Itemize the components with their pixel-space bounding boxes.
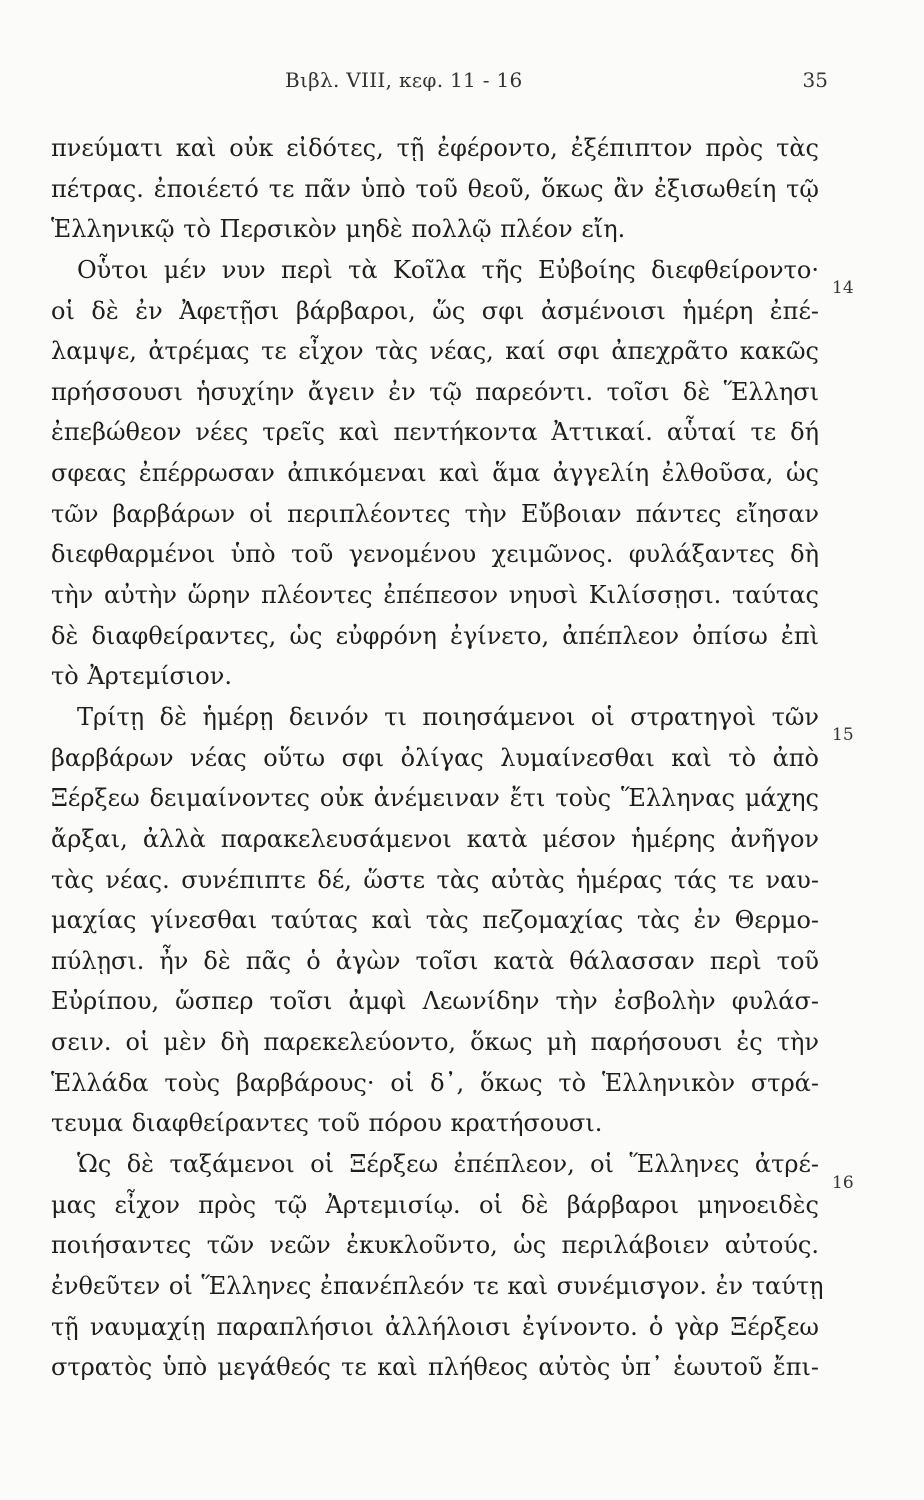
text-line: τῶν βαρβάρων οἱ περιπλέοντες τὴν Εὔβοιαν πάντες εἴησαν xyxy=(51,499,819,528)
text-line: Εὐρίπου, ὥσπερ τοῖσι ἀμφὶ Λεωνίδην τὴν ἐσβολὴν φυλάσ- xyxy=(51,987,819,1016)
text-line: ἄρξαι, ἀλλὰ παρακελευσάμενοι κατὰ μέσον ἡμέρης ἀνῆγον xyxy=(51,824,819,853)
text-line: τὰς νέας. συνέπιπτε δέ, ὥστε τὰς αὐτὰς ἡμέρας τάς τε ναυ- xyxy=(51,865,819,894)
greek-text-block xyxy=(51,128,824,1388)
text-line: πρήσσουσι ἡσυχίην ἄγειν ἐν τῷ παρεόντι. τοῖσι δὲ Ἕλλησι xyxy=(51,377,819,406)
text-line: Ξέρξεω δειμαίνοντες οὐκ ἀνέμειναν ἔτι τοὺς Ἕλληνας μάχης xyxy=(51,784,819,813)
text-line: ἐνθεῦτεν οἱ Ἕλληνες ἐπανέπλεόν τε καὶ συνέμισγον. ἐν ταύτῃ xyxy=(51,1271,824,1300)
running-title: Βιβλ. VIII, κεφ. 11 - 16 xyxy=(285,68,523,92)
text-line: διεφθαρμένοι ὑπὸ τοῦ γενομένου χειμῶνος. φυλάξαντες δὴ xyxy=(51,540,819,569)
text-line: τὴν αὐτὴν ὥρην πλέοντες ἐπέπεσον νηυσὶ Κιλίσσῃσι. ταύτας xyxy=(51,581,819,610)
text-line: τευμα διαφθείραντες τοῦ πόρου κρατήσουσι. xyxy=(51,1109,603,1138)
text-line: τῇ ναυμαχίῃ παραπλήσιοι ἀλλήλοισι ἐγίνοντο. ὁ γὰρ Ξέρξεω xyxy=(51,1312,819,1341)
text-line: ἐπεβώθεον νέες τρεῖς καὶ πεντήκοντα Ἀττικαί. αὗταί τε δή xyxy=(51,418,819,447)
text-line: ποιήσαντες τῶν νεῶν ἐκυκλοῦντο, ὡς περιλάβοιεν αὐτούς. xyxy=(51,1231,819,1260)
text-line: σειν. οἱ μὲν δὴ παρεκελεύοντο, ὅκως μὴ παρήσουσι ἐς τὴν xyxy=(51,1028,819,1057)
page-number: 35 xyxy=(802,68,828,92)
text-line: μαχίας γίνεσθαι ταύτας καὶ τὰς πεζομαχίας τὰς ἐν Θερμο- xyxy=(51,906,819,935)
text-line: Οὗτοι μέν νυν περὶ τὰ Κοῖλα τῆς Εὐβοίης διεφθείροντο· xyxy=(77,255,819,284)
text-line: βαρβάρων νέας οὕτω σφι ὀλίγας λυμαίνεσθαι καὶ τὸ ἀπὸ xyxy=(51,743,819,772)
text-line: πέτρας. ἐποιέετό τε πᾶν ὑπὸ τοῦ θεοῦ, ὅκως ἂν ἐξισωθείη τῷ xyxy=(51,174,819,203)
text-line: λαμψε, ἀτρέμας τε εἶχον τὰς νέας, καί σφι ἀπεχρᾶτο κακῶς xyxy=(51,337,819,366)
text-line: πύλῃσι. ἦν δὲ πᾶς ὁ ἀγὼν τοῖσι κατὰ θάλασσαν περὶ τοῦ xyxy=(51,946,819,975)
text-line: δὲ διαφθείραντες, ὡς εὐφρόνη ἐγίνετο, ἀπέπλεον ὀπίσω ἐπὶ xyxy=(51,621,819,650)
text-line: τὸ Ἀρτεμίσιον. xyxy=(51,662,232,691)
running-head xyxy=(0,68,924,108)
text-line: Ἑλλάδα τοὺς βαρβάρους· οἱ δ᾽, ὅκως τὸ Ἑλληνικὸν στρά- xyxy=(51,1068,819,1097)
text-line: οἱ δὲ ἐν Ἀφετῇσι βάρβαροι, ὥς σφι ἀσμένοισι ἡμέρη ἐπέ- xyxy=(51,296,819,325)
text-line: πνεύματι καὶ οὐκ εἰδότες, τῇ ἐφέροντο, ἐξέπιπτον πρὸς τὰς xyxy=(51,134,819,162)
text-line: Τρίτῃ δὲ ἡμέρῃ δεινόν τι ποιησάμενοι οἱ στρατηγοὶ τῶν xyxy=(77,702,819,731)
chapter-number-16: 16 xyxy=(832,1173,854,1193)
chapter-number-14: 14 xyxy=(832,278,854,298)
text-line: Ἑλληνικῷ τὸ Περσικὸν μηδὲ πολλῷ πλέον εἴη. xyxy=(51,215,626,244)
text-line: Ὡς δὲ ταξάμενοι οἱ Ξέρξεω ἐπέπλεον, οἱ Ἕλληνες ἀτρέ- xyxy=(77,1150,819,1179)
chapter-number-15: 15 xyxy=(832,725,854,745)
text-line: σφεας ἐπέρρωσαν ἀπικόμεναι καὶ ἅμα ἀγγελίη ἐλθοῦσα, ὡς xyxy=(51,459,819,488)
text-line: στρατὸς ὑπὸ μεγάθεός τε καὶ πλήθεος αὐτὸς ὑπ᾽ ἑωυτοῦ ἔπι- xyxy=(51,1353,819,1382)
text-line: μας εἶχον πρὸς τῷ Ἀρτεμισίῳ. οἱ δὲ βάρβαροι μηνοειδὲς xyxy=(51,1190,819,1219)
